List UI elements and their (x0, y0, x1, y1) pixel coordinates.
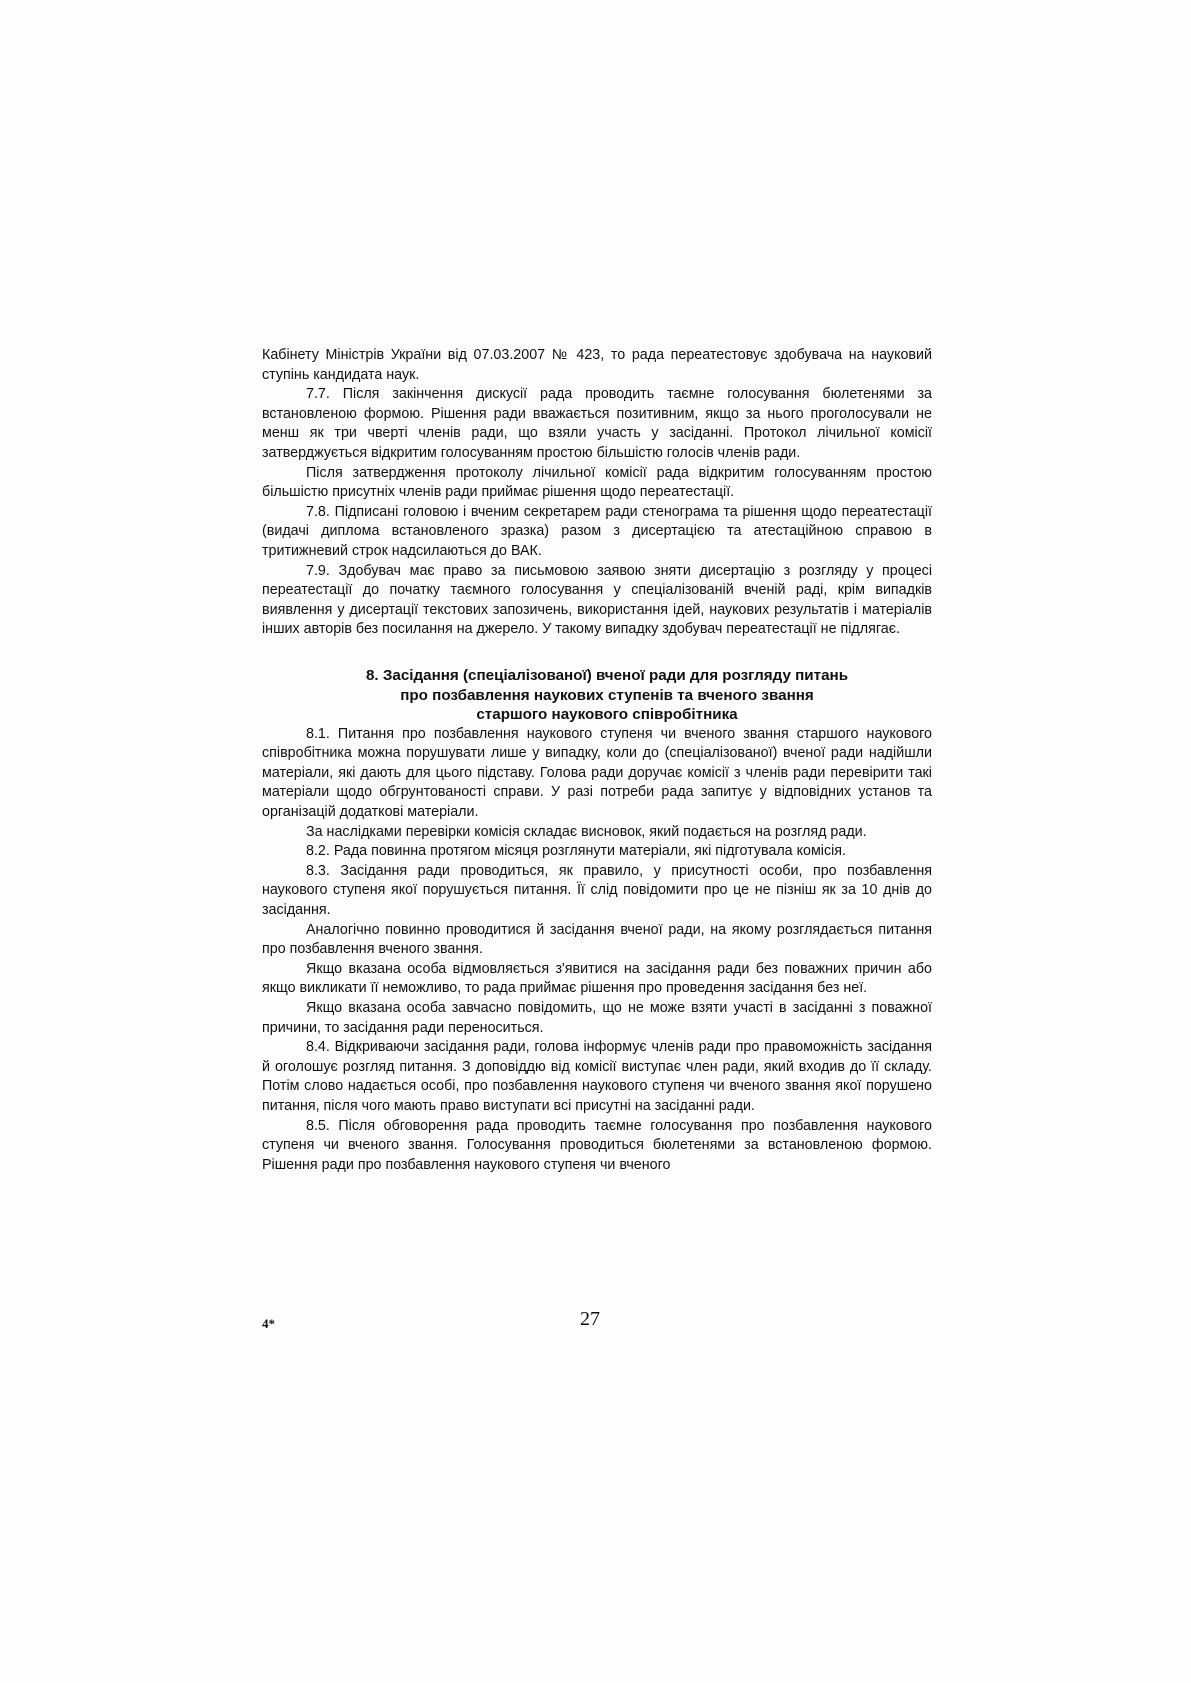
paragraph-8-3: 8.3. Засідання ради проводиться, як правило, у присутності особи, про позбавлення наукового ступеня якої порушується питання. Її слід повідомити про це не пізніш як за 10 днів до засідання. (262, 862, 932, 919)
paragraph-8-3-analogous: Аналогічно повинно проводитися й засідання вченої ради, на якому розглядається питання про позбавлення вченого звання. (262, 921, 932, 958)
paragraph-8-3-postpone: Якщо вказана особа завчасно повідомить, що не може взяти участі в засіданні з поважної причини, то засідання ради переноситься. (262, 1000, 932, 1036)
paragraph-7-7-continued: Після затвердження протоколу лічильної комісії рада відкритим голосуванням простою більшістю присутніх членів ради приймає рішення щодо переатестації. (262, 464, 932, 501)
paragraph-8-4: 8.4. Відкриваючи засідання ради, голова інформує членів ради про правоможність засідання й оголошує розгляд питання. З доповіддю від комісії виступає член ради, який входив до її складу. Потім слово надається особі, про позбавлення наукового ступеня чи вченого звання якої порушено питання, після чого мають право виступати всі присутні на засіданні ради. (262, 1039, 932, 1114)
section-8-heading (262, 666, 932, 725)
heading-line: старшого наукового співробітника (476, 706, 738, 724)
page-number: 27 (580, 1308, 600, 1330)
paragraph-continuation: Кабінету Міністрів України від 07.03.2007 № 423, то рада переатестовує здобувача на науковий ступінь кандидата наук. (262, 347, 932, 383)
paragraph-8-5: 8.5. Після обговорення рада проводить таємне голосування про позбавлення наукового ступеня чи вченого звання. Голосування проводиться бюлетенями за встановленою формою. Рішення ради про позбавлення наукового ступеня чи вченого (262, 1117, 932, 1173)
paragraph-8-2: 8.2. Рада повинна протягом місяця розглянути матеріали, які підготувала комісія. (306, 843, 847, 860)
paragraph-8-3-refusal: Якщо вказана особа відмовляється з'явитися на засідання ради без поважних причин або якщо викликати її неможливо, то рада приймає рішення про проведення засідання без неї. (262, 960, 932, 997)
paragraph-7-7: 7.7. Після закінчення дискусії рада проводить таємне голосування бюлетенями за встановленою формою. Рішення ради вважається позитивним, якщо за нього проголосували не менш як три чверті членів ради, що взяли участь у засіданні. Протокол лічильної комісії затверджується відкритим голосуванням простою більшістю голосів членів ради. (262, 386, 932, 461)
paragraph-8-1: 8.1. Питання про позбавлення наукового ступеня чи вченого звання старшого наукового співробітника можна порушувати лише у випадку, коли до (спеціалізованої) вченої ради надійшли матеріали, які дають для цього підставу. Голова ради доручає комісії з членів ради перевірити такі матеріали щодо обгрунтованості справи. У разі потреби рада запитує у відповідних установ та організацій додаткові матеріали. (262, 725, 932, 821)
paragraph-8-1-conclusion: За наслідками перевірки комісія складає висновок, який подається на розгляд ради. (306, 823, 867, 840)
document-body (262, 346, 932, 1175)
signature-mark: 4* (262, 1316, 275, 1331)
paragraph-7-9: 7.9. Здобувач має право за письмовою заявою зняти дисертацію з розгляду у процесі переатестації до початку таємного голосування у спеціалізованій вченій раді, крім випадків виявлення у дисертації текстових запозичень, використання ідей, наукових результатів і матеріалів інших авторів без посилання на джерело. У такому випадку здобувач переатестації не підлягає. (262, 562, 932, 638)
heading-line: про позбавлення наукових ступенів та вченого звання (400, 686, 814, 704)
heading-line: 8. Засідання (спеціалізованої) вченої ради для розгляду питань (365, 666, 849, 684)
paragraph-7-8: 7.8. Підписані головою і вченим секретарем ради стенограма та рішення щодо переатестації (видачі диплома встановленого зразка) разом з дисертацією та атестаційною справою в тритижневий строк надсилаються до ВАК. (262, 503, 932, 559)
